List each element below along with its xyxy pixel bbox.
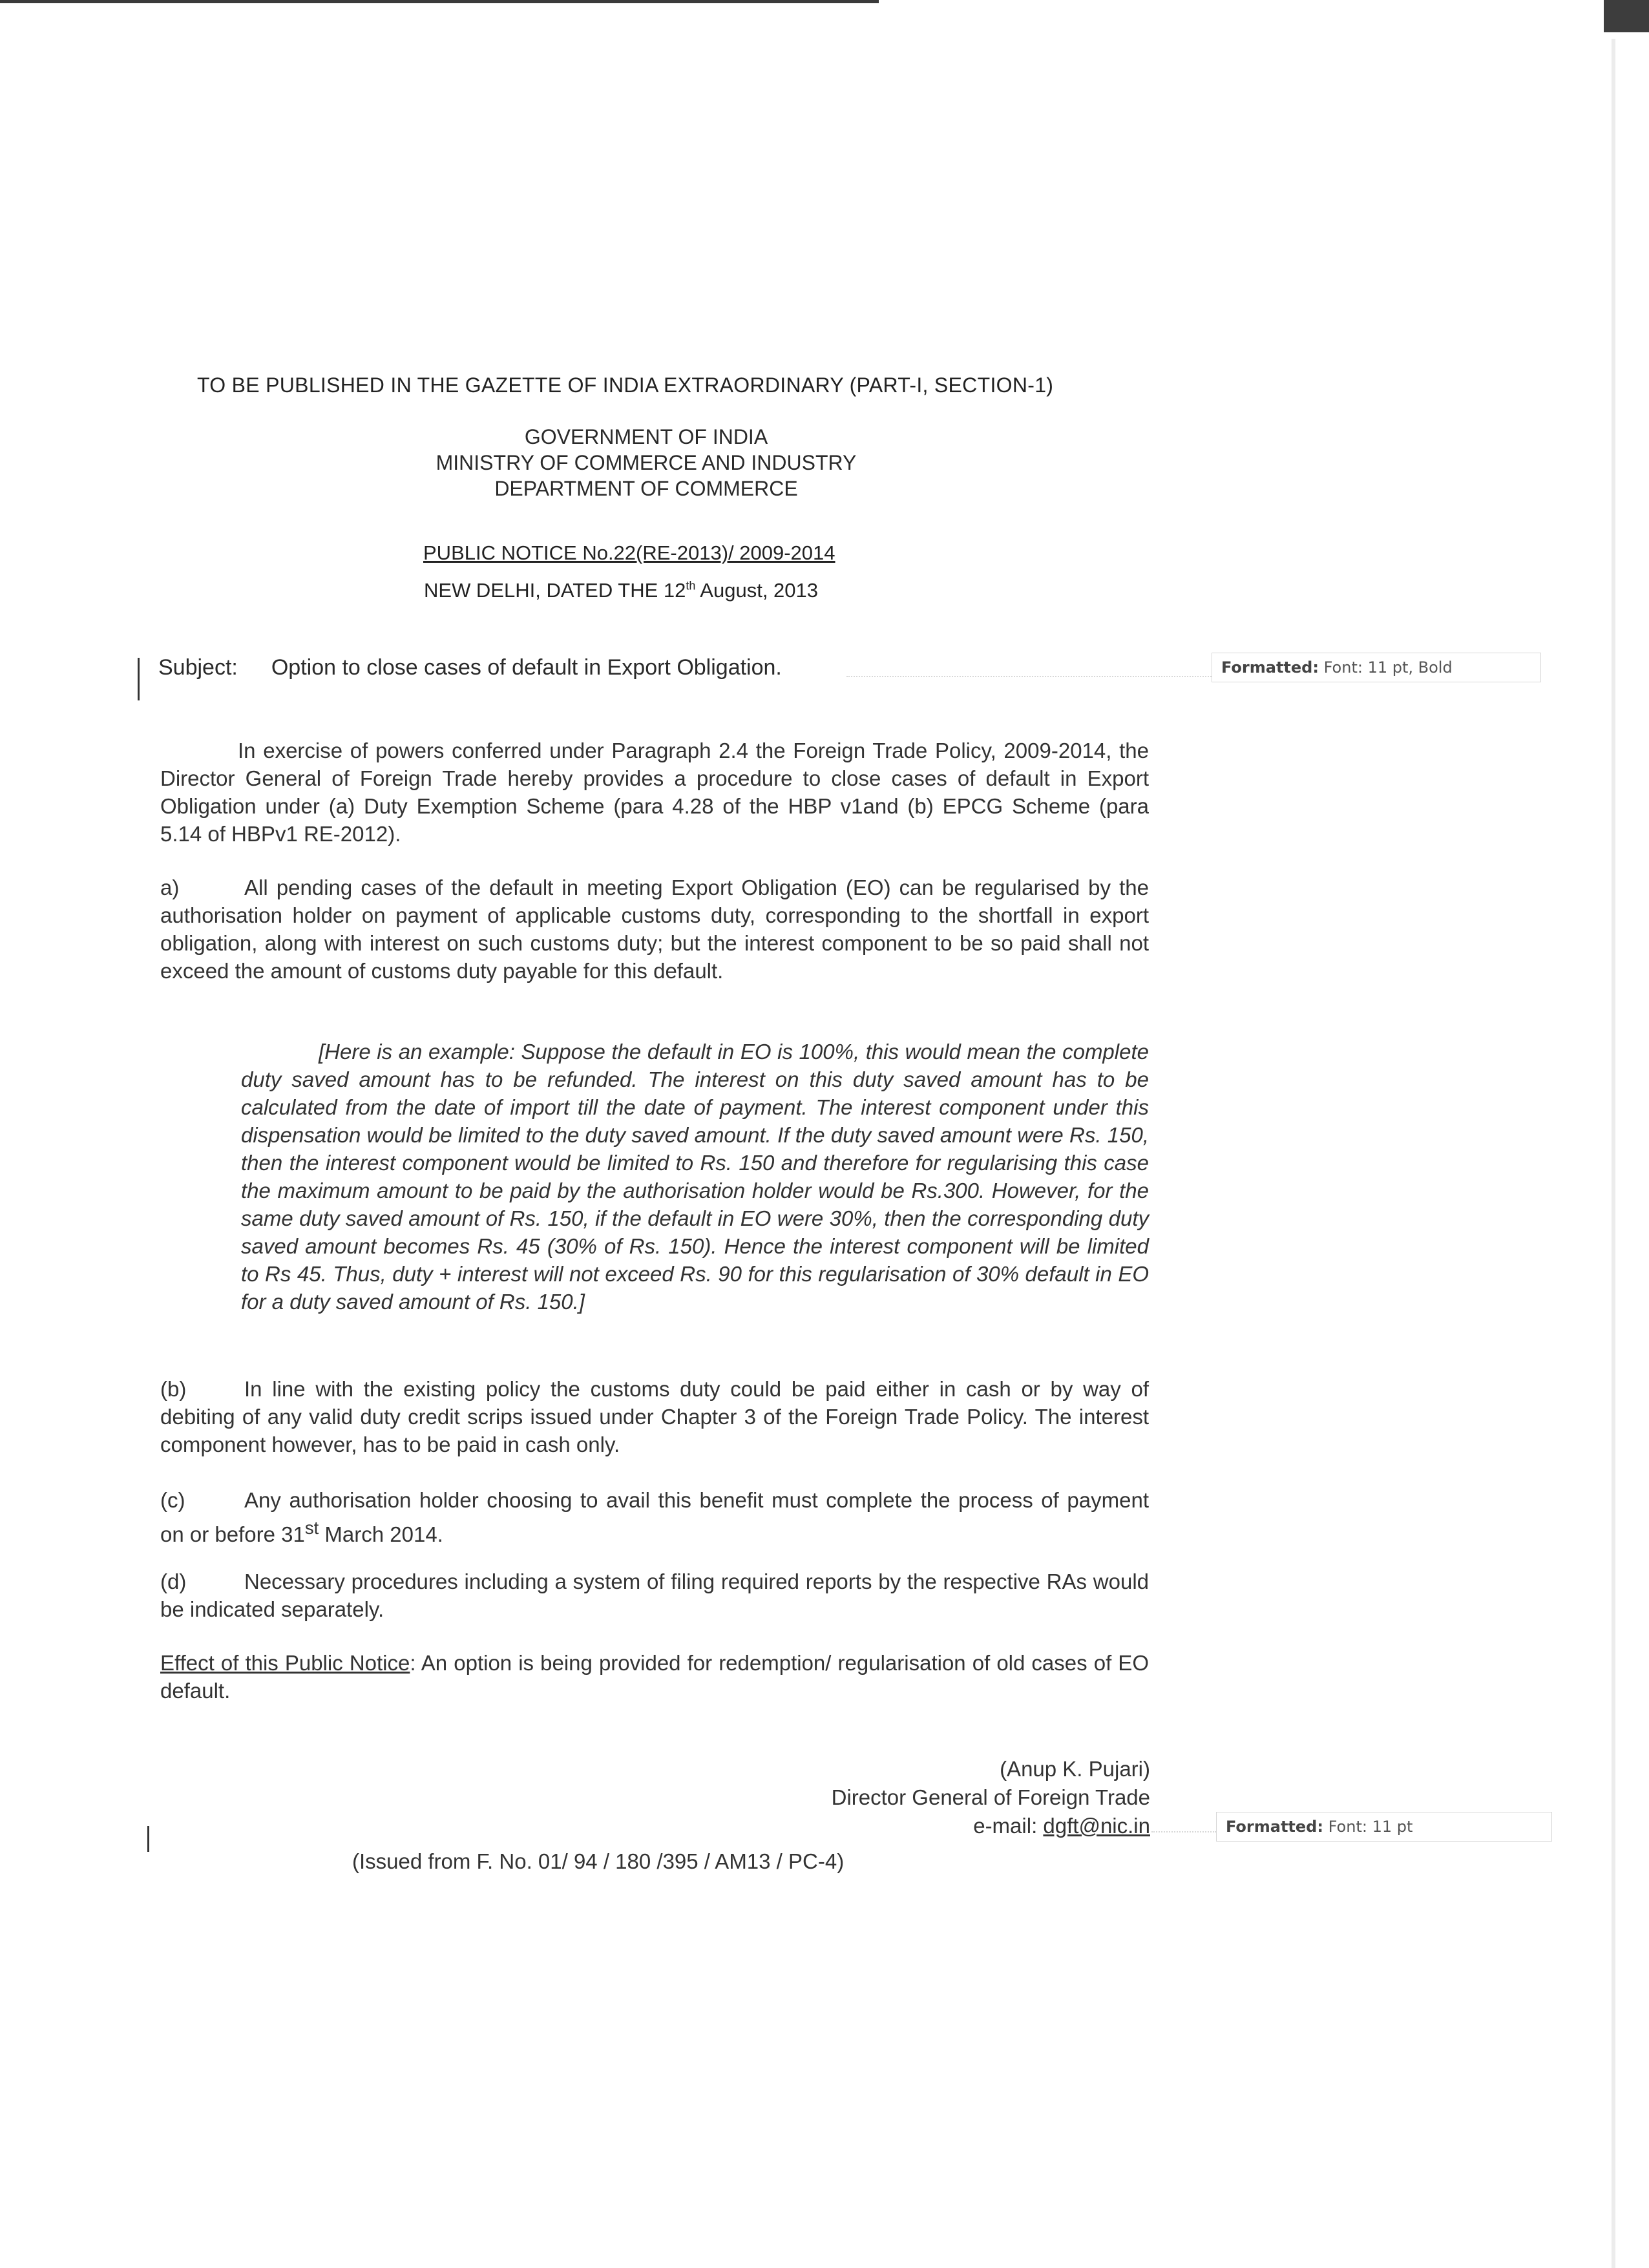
ministry-header: [394, 424, 898, 501]
paragraph-b-marker: (b): [160, 1377, 187, 1401]
paragraph-b: [160, 1375, 1149, 1458]
example-text: [Here is an example: Suppose the default in EO is 100%, this would mean the complete duty saved amount has to be refunded. The interest on this duty saved amount has to be calculated from the date of import till the date of payment. The interest component under this dispensation would be limited to the duty saved amount. If the duty saved amount were Rs. 150, then the interest component would be limited to Rs. 150 and therefore for regularising this case the maximum amount to be paid by the authorisation holder would be Rs.300. However, for the same duty saved amount of Rs. 150, if the default in EO were 30%, then the corresponding duty saved amount becomes Rs. 45 (30% of Rs. 150). Hence the interest component will be limited to Rs 45. Thus, duty + interest will not exceed Rs. 90 for this regularisation of 30% default in EO for a duty saved amount of Rs. 150.]: [241, 1040, 1149, 1314]
example-paragraph: [241, 1038, 1149, 1316]
paragraph-d: [160, 1568, 1149, 1623]
paragraph-a-text: All pending cases of the default in meeting Export Obligation (EO) can be regularised by the authorisation holder on payment of applicable customs duty, corresponding to the shortfall in export obligation, along with interest on such customs duty; but the interest component to be so paid shall not exceed the amount of customs duty payable for this default.: [160, 876, 1149, 983]
balloon-text: Font: 11 pt, Bold: [1323, 658, 1453, 677]
formatting-comment-balloon[interactable]: [1216, 1812, 1552, 1842]
balloon-label: Formatted:: [1221, 658, 1319, 677]
header-line-ministry: MINISTRY OF COMMERCE AND INDUSTRY: [436, 451, 857, 474]
notice-date: [424, 579, 818, 602]
change-bar: [147, 1826, 149, 1852]
effect-label: Effect of this Public Notice: [160, 1651, 410, 1675]
intro-text: In exercise of powers conferred under Paragraph 2.4 the Foreign Trade Policy, 2009-2014, the Director General of Foreign Trade hereby provides a procedure to close cases of default in Export Obligation under (a) Duty Exemption Scheme (para 4.28 of the HBP v1and (b) EPCG Scheme (para 5.14 of HBPv1 RE-2012).: [160, 739, 1149, 846]
balloon-connector: [846, 676, 1212, 677]
signatory-email-line: [711, 1812, 1150, 1840]
paragraph-c-ordinal: st: [304, 1518, 319, 1538]
intro-paragraph: [160, 737, 1149, 848]
paragraph-d-marker: (d): [160, 1570, 187, 1593]
subject-label: Subject:: [158, 655, 238, 680]
balloon-label: Formatted:: [1226, 1818, 1323, 1836]
paragraph-a: [160, 874, 1149, 985]
formatting-comment-balloon[interactable]: [1212, 653, 1541, 682]
date-ordinal: th: [686, 579, 696, 593]
scan-corner-mark: [1604, 0, 1649, 32]
effect-paragraph: [160, 1649, 1149, 1705]
email-label: e-mail:: [973, 1814, 1044, 1838]
paragraph-a-marker: a): [160, 876, 180, 899]
signatory-designation: Director General of Foreign Trade: [831, 1785, 1150, 1809]
scan-right-edge: [1612, 39, 1615, 2268]
change-bar: [138, 658, 140, 700]
paragraph-b-text: In line with the existing policy the customs duty could be paid either in cash or by way of debiting of any valid duty credit scrips issued under Chapter 3 of the Foreign Trade Policy. The interest component however, has to be paid in cash only.: [160, 1377, 1149, 1456]
paragraph-c-marker: (c): [160, 1488, 185, 1512]
subject-line: [158, 655, 782, 680]
signatory-name: (Anup K. Pujari): [1000, 1757, 1150, 1781]
balloon-connector: [1151, 1831, 1216, 1832]
header-line-government: GOVERNMENT OF INDIA: [524, 425, 768, 448]
date-prefix: NEW DELHI, DATED THE 12: [424, 579, 686, 602]
header-line-department: DEPARTMENT OF COMMERCE: [494, 477, 798, 500]
scan-top-edge: [0, 0, 879, 3]
paragraph-c: [160, 1486, 1149, 1548]
gazette-line: TO BE PUBLISHED IN THE GAZETTE OF INDIA EXTRAORDINARY (PART-I, SECTION-1): [197, 373, 1054, 397]
balloon-text: Font: 11 pt: [1328, 1818, 1413, 1836]
email-link[interactable]: dgft@nic.in: [1043, 1814, 1150, 1838]
public-notice-number: PUBLIC NOTICE No.22(RE-2013)/ 2009-2014: [423, 541, 835, 564]
subject-text: Option to close cases of default in Export Obligation.: [271, 655, 782, 680]
signature-block: [711, 1755, 1150, 1840]
paragraph-c-text-end: March 2014.: [319, 1522, 443, 1546]
paragraph-c-text: Any authorisation holder choosing to avail this benefit must complete the process of payment on or before 31: [160, 1488, 1149, 1546]
issued-file-number: (Issued from F. No. 01/ 94 / 180 /395 / AM13 / PC-4): [352, 1849, 845, 1873]
effect-text: : An option is being provided for redemption/ regularisation of old cases of EO default.: [160, 1651, 1149, 1703]
paragraph-d-text: Necessary procedures including a system of filing required reports by the respective RAs would be indicated separately.: [160, 1570, 1149, 1621]
date-rest: August, 2013: [695, 579, 819, 602]
